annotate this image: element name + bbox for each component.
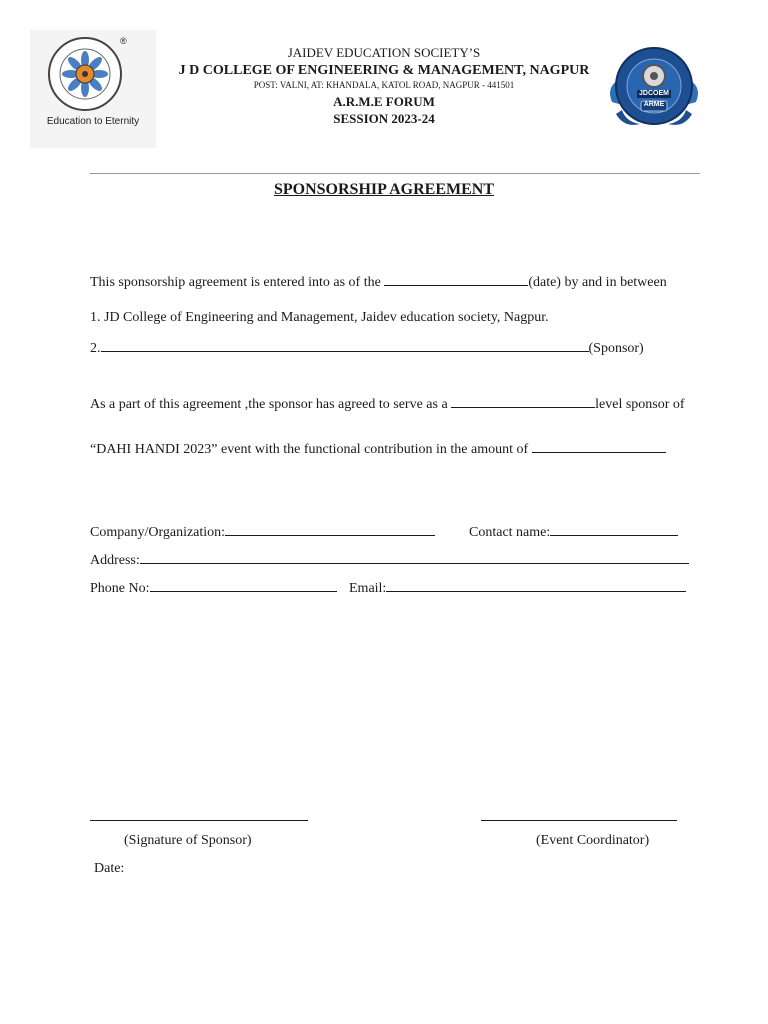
contact-field (469, 523, 678, 541)
phone-label: Phone No: (90, 581, 150, 596)
company-field (90, 523, 435, 541)
sponsor-name-blank[interactable] (101, 339, 589, 352)
coordinator-signature-label: (Event Coordinator) (536, 833, 650, 848)
address-label: Address: (90, 553, 140, 568)
company-label: Company/Organization: (90, 525, 226, 540)
college-tagline: Education to Eternity (46, 116, 140, 127)
document-title: SPONSORSHIP AGREEMENT (273, 181, 495, 198)
registered-mark: ® (120, 36, 127, 46)
sponsor-signature-label: (Signature of Sponsor) (124, 833, 252, 848)
date-blank[interactable] (384, 273, 528, 286)
amount-blank[interactable] (532, 440, 666, 453)
society-name: JAIDEV EDUCATION SOCIETY’S (287, 45, 481, 60)
address-blank[interactable] (140, 551, 689, 564)
address-field (90, 551, 689, 569)
forum-name: A.R.M.E FORUM (333, 94, 435, 109)
agreement-intro: This sponsorship agreement is entered into as of the (date) by and in between (90, 275, 667, 290)
sponsor-level-sentence: As a part of this agreement ,the sponsor has agreed to serve as a level sponsor of (90, 397, 685, 412)
party-two: 2. (Sponsor) (90, 341, 644, 356)
college-address: POST: VALNI, AT: KHANDALA, KATOL ROAD, NAGPUR - 441501 (253, 80, 515, 90)
event-contribution-sentence: “DAHI HANDI 2023” event with the functional contribution in the amount of (90, 440, 666, 458)
header-divider (90, 173, 700, 174)
date-label: Date: (94, 861, 125, 876)
sponsor-level-blank[interactable] (451, 395, 595, 408)
college-name: J D COLLEGE OF ENGINEERING & MANAGEMENT, NAGPUR (178, 63, 590, 78)
sponsor-signature-line[interactable] (90, 820, 308, 821)
email-label: Email: (349, 581, 387, 596)
party-one: 1. JD College of Engineering and Management, Jaidev education society, Nagpur. (90, 310, 549, 325)
arme-center-label: JDCOEM (639, 90, 669, 97)
email-blank[interactable] (386, 579, 686, 592)
contact-label: Contact name: (469, 525, 551, 540)
arme-badge: ARME (643, 101, 665, 108)
email-field (349, 579, 686, 597)
coordinator-signature-line[interactable] (481, 820, 677, 821)
company-blank[interactable] (225, 523, 435, 536)
arme-logo (604, 40, 704, 140)
phone-field (90, 579, 337, 597)
contact-blank[interactable] (550, 523, 678, 536)
phone-blank[interactable] (150, 579, 337, 592)
session: SESSION 2023-24 (333, 111, 435, 126)
